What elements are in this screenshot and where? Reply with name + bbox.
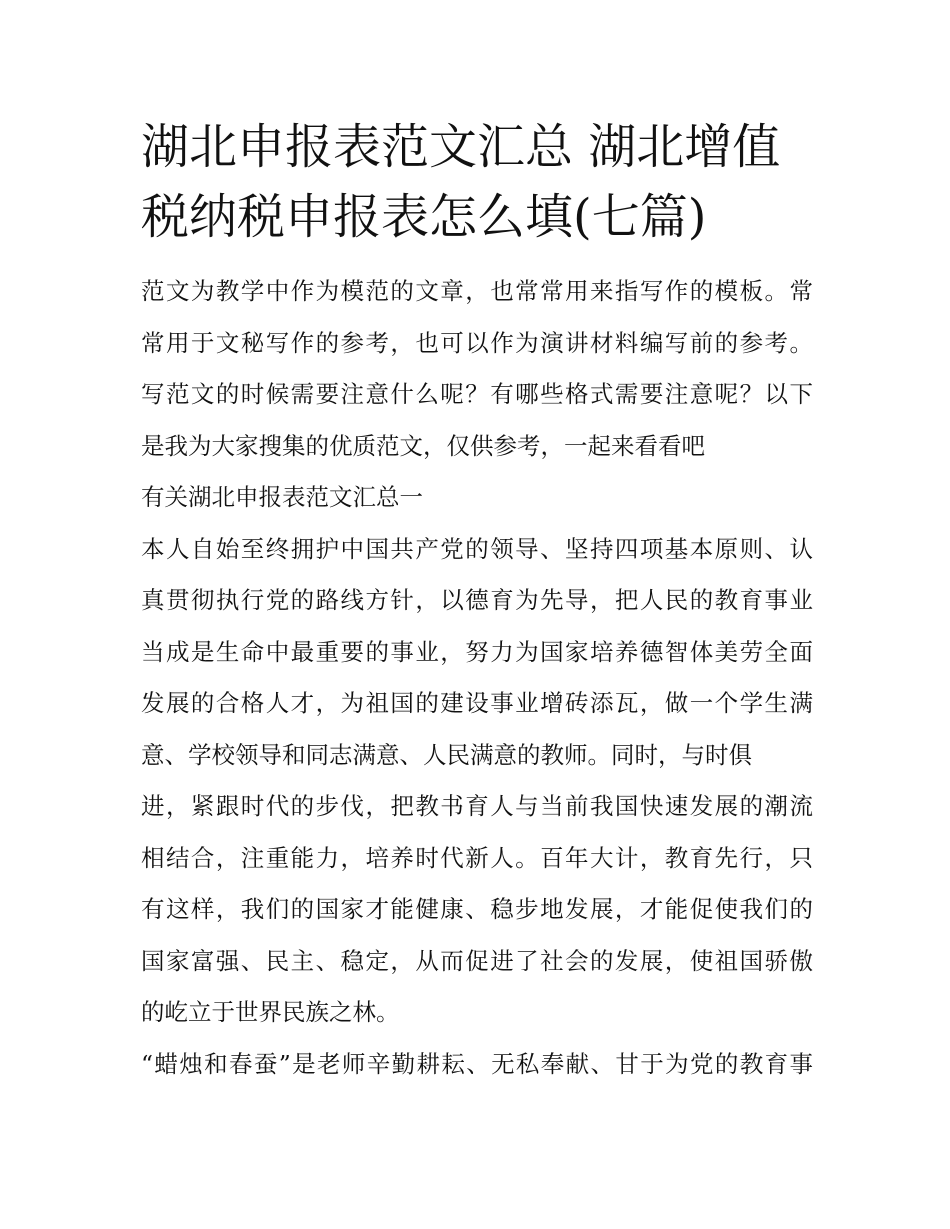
body-line-2: 常用于文秘写作的参考，也可以作为演讲材料编写前的参考。 <box>141 328 813 357</box>
document-page <box>141 112 813 1090</box>
body-line-12: 相结合，注重能力，培养时代新人。百年大计，教育先行，只 <box>141 843 813 872</box>
body-line-4: 是我为大家搜集的优质范文，仅供参考，一起来看看吧 <box>141 431 705 460</box>
body-line-8: 当成是生命中最重要的事业，努力为国家培养德智体美劳全面 <box>141 637 813 666</box>
body-line-6: 本人自始至终拥护中国共产党的领导、坚持四项基本原则、认 <box>141 534 813 563</box>
body-line-7: 真贯彻执行党的路线方针，以德育为先导，把人民的教育事业 <box>141 586 813 614</box>
document-title: 湖北申报表范文汇总 湖北增值税纳税申报表怎么填(七篇) <box>141 119 781 245</box>
body-line-15: 的屹立于世界民族之林。 <box>141 998 400 1026</box>
document-body <box>141 266 813 1090</box>
body-line-1: 范文为教学中作为模范的文章，也常常用来指写作的模板。常 <box>141 277 813 305</box>
body-line-16: “蜡烛和春蚕”是老师辛勤耕耘、无私奉献、甘于为党的教育事 <box>141 1049 813 1078</box>
body-line-10: 意、学校领导和同志满意、人民满意的教师。同时，与时俱 <box>141 740 752 769</box>
body-line-9: 发展的合格人才，为祖国的建设事业增砖添瓦，做一个学生满 <box>141 689 813 717</box>
body-line-13: 有这样，我们的国家才能健康、稳步地发展，才能促使我们的 <box>141 895 813 923</box>
section-heading-1: 有关湖北申报表范文汇总一 <box>141 483 423 511</box>
body-line-11: 进，紧跟时代的步伐，把教书育人与当前我国快速发展的潮流 <box>141 792 813 820</box>
body-line-14: 国家富强、民主、稳定，从而促进了社会的发展，使祖国骄傲 <box>141 946 813 975</box>
body-line-3: 写范文的时候需要注意什么呢？有哪些格式需要注意呢？以下 <box>141 380 813 408</box>
